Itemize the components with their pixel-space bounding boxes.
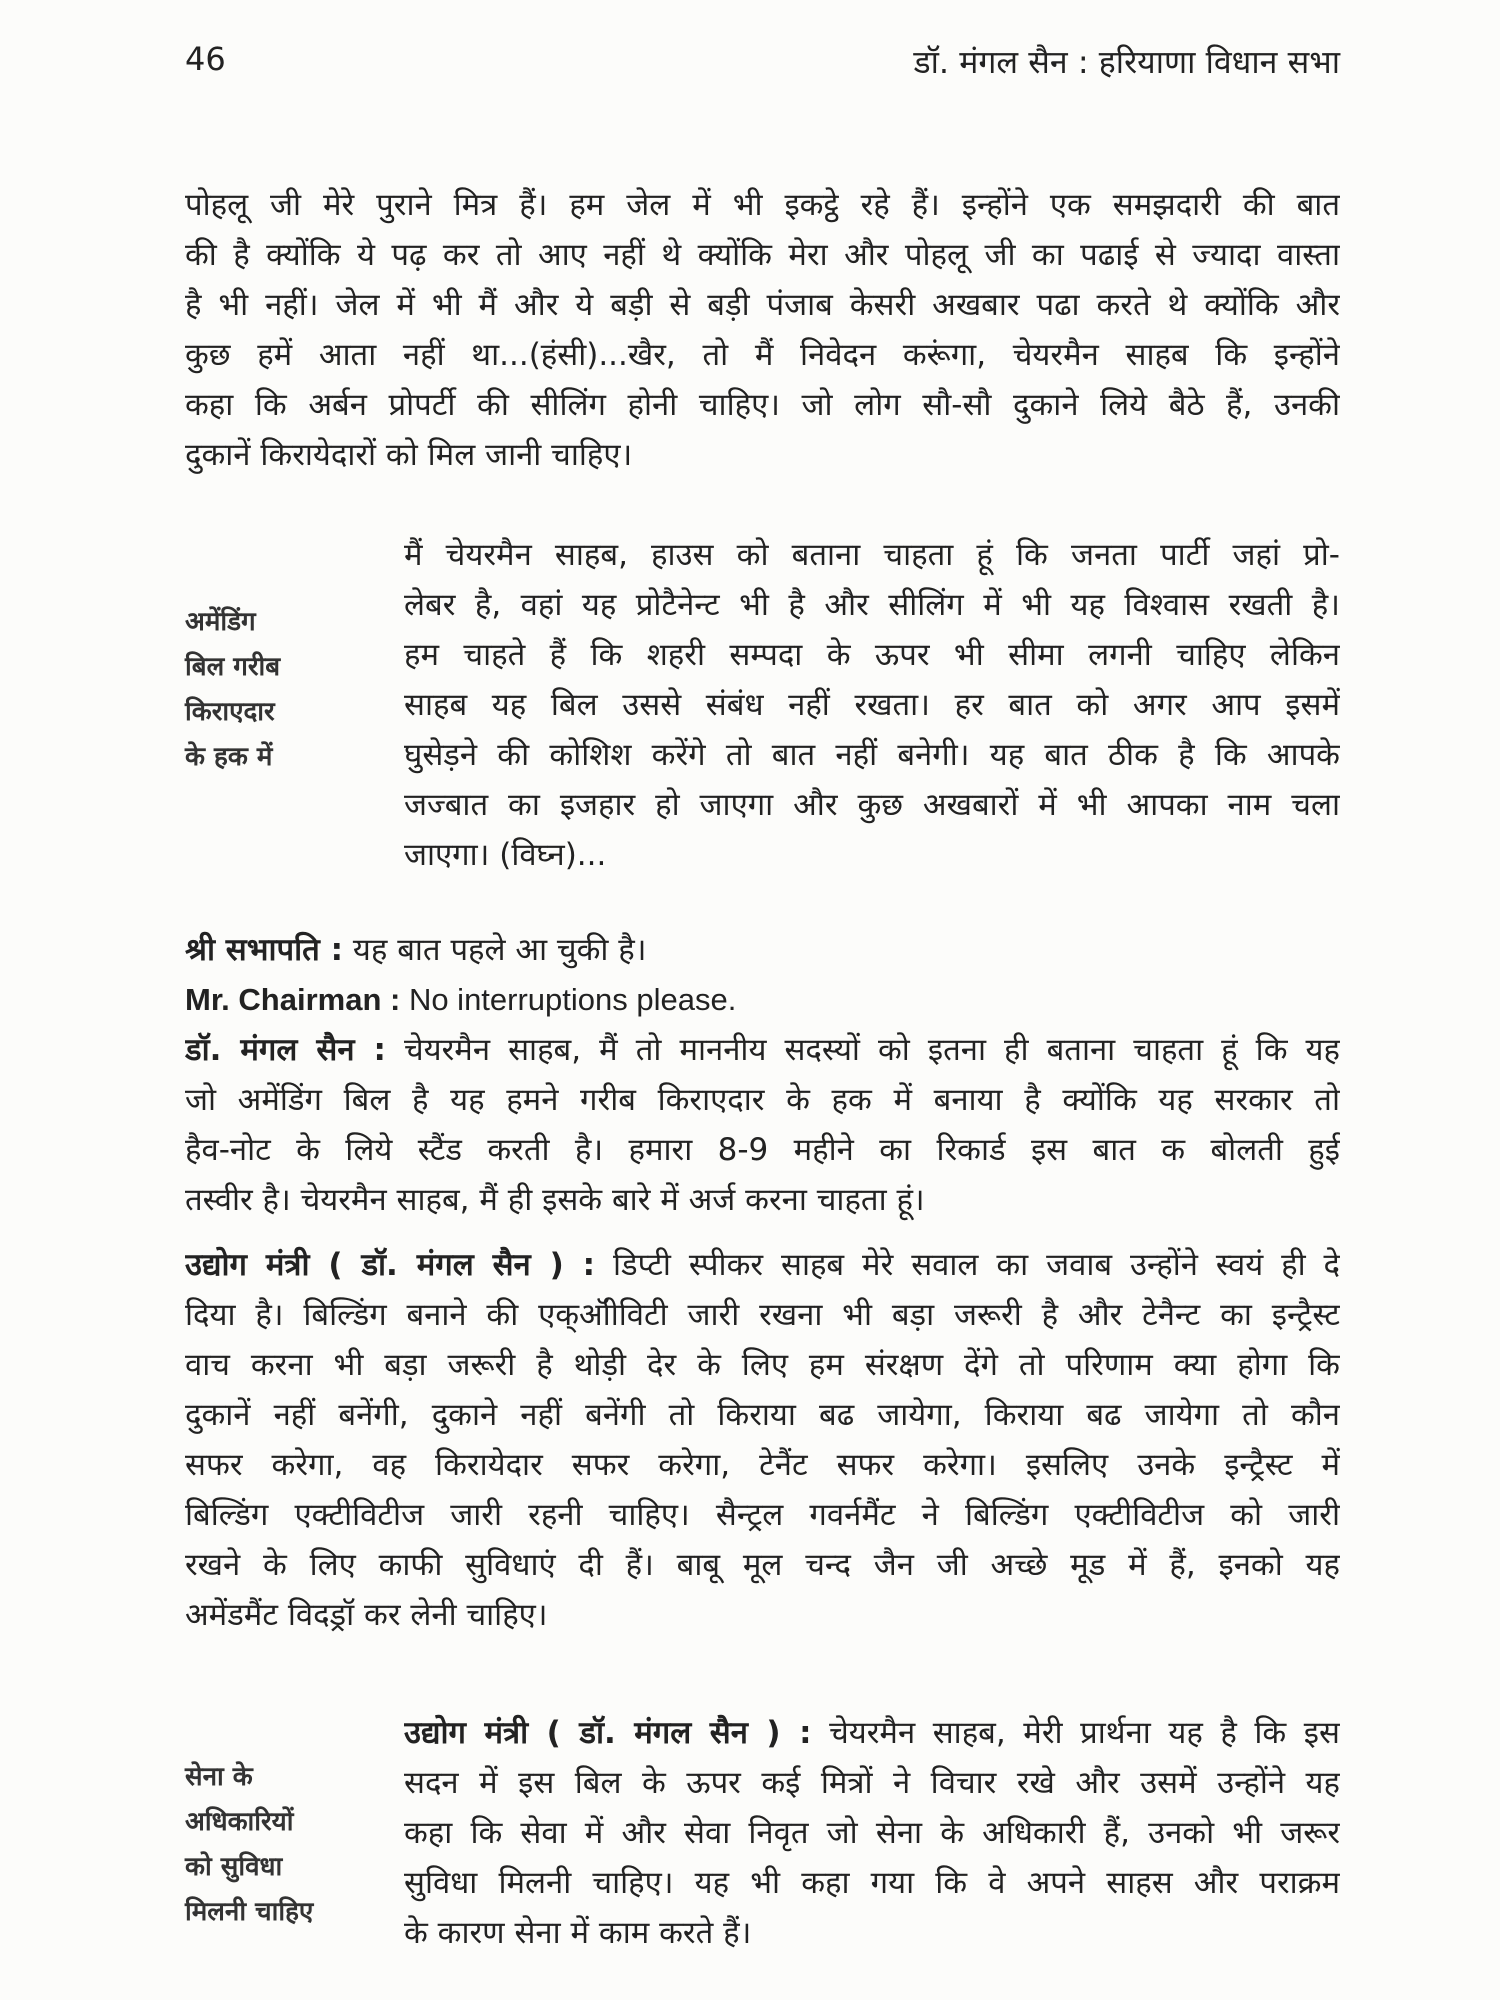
text-line: सफर करेगा, वह किरायेदार सफर करेगा, टेनैंट सफर करेगा। इसलिए उनके इन्ट्रैस्ट में: [185, 1447, 1340, 1483]
paragraph-industry-minister-1: [185, 1240, 1340, 1640]
margin-note-line: के हक में: [185, 742, 273, 772]
speech-text: यह बात पहले आ चुकी है।: [343, 932, 647, 968]
margin-note-army-officers: [185, 1755, 385, 1935]
paragraph-janata-party: [404, 530, 1340, 880]
margin-note-line: अधिकारियों: [185, 1807, 294, 1837]
text-line: बिल्डिंग एक्टीविटीज जारी रहनी चाहिए। सैन्ट्रल गवर्नमैंट ने बिल्डिंग एक्टीविटीज को जारी: [185, 1497, 1340, 1533]
text-line: वाच करना भी बड़ा जरूरी है थोड़ी देर के लिए हम संरक्षण देंगे तो परिणाम क्या होगा कि: [185, 1347, 1340, 1383]
text-line: कुछ हमें आता नहीं था...(हंसी)...खैर, तो मैं निवेदन करूंगा, चेयरमैन साहब कि इन्होंने: [185, 337, 1340, 373]
speech-text: No interruptions please.: [400, 982, 737, 1017]
margin-note-line: बिल गरीब: [185, 652, 281, 682]
speech-text: चेयरमैन साहब, मेरी प्रार्थना यह है कि इस: [811, 1715, 1340, 1751]
text-line: कहा कि सेवा में और सेवा निवृत जो सेना के अधिकारी हैं, उनको भी जरूर: [404, 1815, 1340, 1851]
text-line: के कारण सेना में काम करते हैं।: [404, 1915, 752, 1951]
text-line: साहब यह बिल उससे संबंध नहीं रखता। हर बात को अगर आप इसमें: [404, 687, 1340, 723]
text-line: कहा कि अर्बन प्रोपर्टी की सीलिंग होनी चाहिए। जो लोग सौ-सौ दुकाने लिये बैठे हैं, उनकी: [185, 387, 1340, 423]
speaker-name: उद्योग मंत्री ( डॉ. मंगल सैन ) :: [404, 1715, 812, 1751]
paragraph-pohlu: [185, 180, 1340, 480]
running-title: डॉ. मंगल सैन : हरियाणा विधान सभा: [913, 43, 1340, 81]
margin-note-line: सेना के: [185, 1762, 253, 1792]
text-line: लेबर है, वहां यह प्रोटैनेन्ट भी है और सीलिंग में भी यह विश्वास रखती है।: [404, 587, 1340, 623]
speech-text: डिप्टी स्पीकर साहब मेरे सवाल का जवाब उन्होंने स्वयं ही दे: [595, 1247, 1340, 1283]
speaker-name: Mr. Chairman :: [185, 982, 401, 1017]
text-line: जाएगा। (विघ्न)...: [404, 837, 607, 873]
text-line: दुकानें नहीं बनेंगी, दुकाने नहीं बनेंगी तो किराया बढ जायेगा, किराया बढ जायेगा तो कौन: [185, 1397, 1340, 1433]
text-line: घुसेड़ने की कोशिश करेंगे तो बात नहीं बनेगी। यह बात ठीक है कि आपके: [404, 737, 1340, 773]
speech-text: चेयरमैन साहब, मैं तो माननीय सदस्यों को इतना ही बताना चाहता हूं कि यह: [385, 1032, 1340, 1068]
margin-note-line: अमेंडिंग: [185, 607, 256, 637]
text-line: जो अमेंडिंग बिल है यह हमने गरीब किराएदार के हक में बनाया है क्योंकि यह सरकार तो: [185, 1082, 1340, 1118]
text-line: रखने के लिए काफी सुविधाएं दी हैं। बाबू मूल चन्द जैन जी अच्छे मूड में हैं, इनको यह: [185, 1547, 1340, 1583]
text-line: तस्वीर है। चेयरमैन साहब, मैं ही इसके बारे में अर्ज करना चाहता हूं।: [185, 1182, 925, 1218]
text-line: सदन में इस बिल के ऊपर कई मित्रों ने विचार रखे और उसमें उन्होंने यह: [404, 1765, 1340, 1801]
text-line: दिया है। बिल्डिंग बनाने की एक्ऑीविटी जारी रखना भी बड़ा जरूरी है और टेनैन्ट का इन्ट्रैस्ट: [185, 1297, 1340, 1333]
margin-note-amending-bill: [185, 600, 385, 780]
chairman-remark-hindi: [185, 925, 1340, 975]
page-number: 46: [185, 40, 226, 78]
text-line: पोहलू जी मेरे पुराने मित्र हैं। हम जेल में भी इकट्ठे रहे हैं। इन्होंने एक समझदारी की बात: [185, 187, 1340, 223]
text-line: की है क्योंकि ये पढ़ कर तो आए नहीं थे क्योंकि मेरा और पोहलू जी का पढाई से ज्यादा वास्ता: [185, 237, 1340, 273]
text-line: जज्बात का इजहार हो जाएगा और कुछ अखबारों में भी आपका नाम चला: [404, 787, 1340, 823]
chairman-remark-english: [185, 975, 1340, 1025]
text-line: सुविधा मिलनी चाहिए। यह भी कहा गया कि वे अपने साहस और पराक्रम: [404, 1865, 1340, 1901]
margin-note-line: किराएदार: [185, 697, 275, 727]
text-line: हैव-नोट के लिये स्टैंड करती है। हमारा 8-9 महीने का रिकार्ड इस बात क बोलती हुई: [185, 1132, 1340, 1168]
speaker-name: श्री सभापति :: [185, 932, 344, 968]
paragraph-mangal-sain: [185, 1025, 1340, 1225]
text-line: हम चाहते हैं कि शहरी सम्पदा के ऊपर भी सीमा लगनी चाहिए लेकिन: [404, 637, 1340, 673]
text-line: है भी नहीं। जेल में भी मैं और ये बड़ी से बड़ी पंजाब केसरी अखबार पढा करते थे क्योंकि और: [185, 287, 1340, 323]
text-line: अमेंडमैंट विदड्रॉ कर लेनी चाहिए।: [185, 1597, 548, 1633]
text-line: दुकानें किरायेदारों को मिल जानी चाहिए।: [185, 437, 633, 473]
paragraph-industry-minister-2: [404, 1708, 1340, 1958]
text-line: मैं चेयरमैन साहब, हाउस को बताना चाहता हूं कि जनता पार्टी जहां प्रो-: [404, 537, 1340, 573]
speaker-name: डॉ. मंगल सैन :: [185, 1032, 386, 1068]
page-header: [185, 40, 1340, 100]
margin-note-line: मिलनी चाहिए: [185, 1897, 314, 1927]
margin-note-line: को सुविधा: [185, 1852, 283, 1882]
speaker-name: उद्योग मंत्री ( डॉ. मंगल सैन ) :: [185, 1247, 596, 1283]
